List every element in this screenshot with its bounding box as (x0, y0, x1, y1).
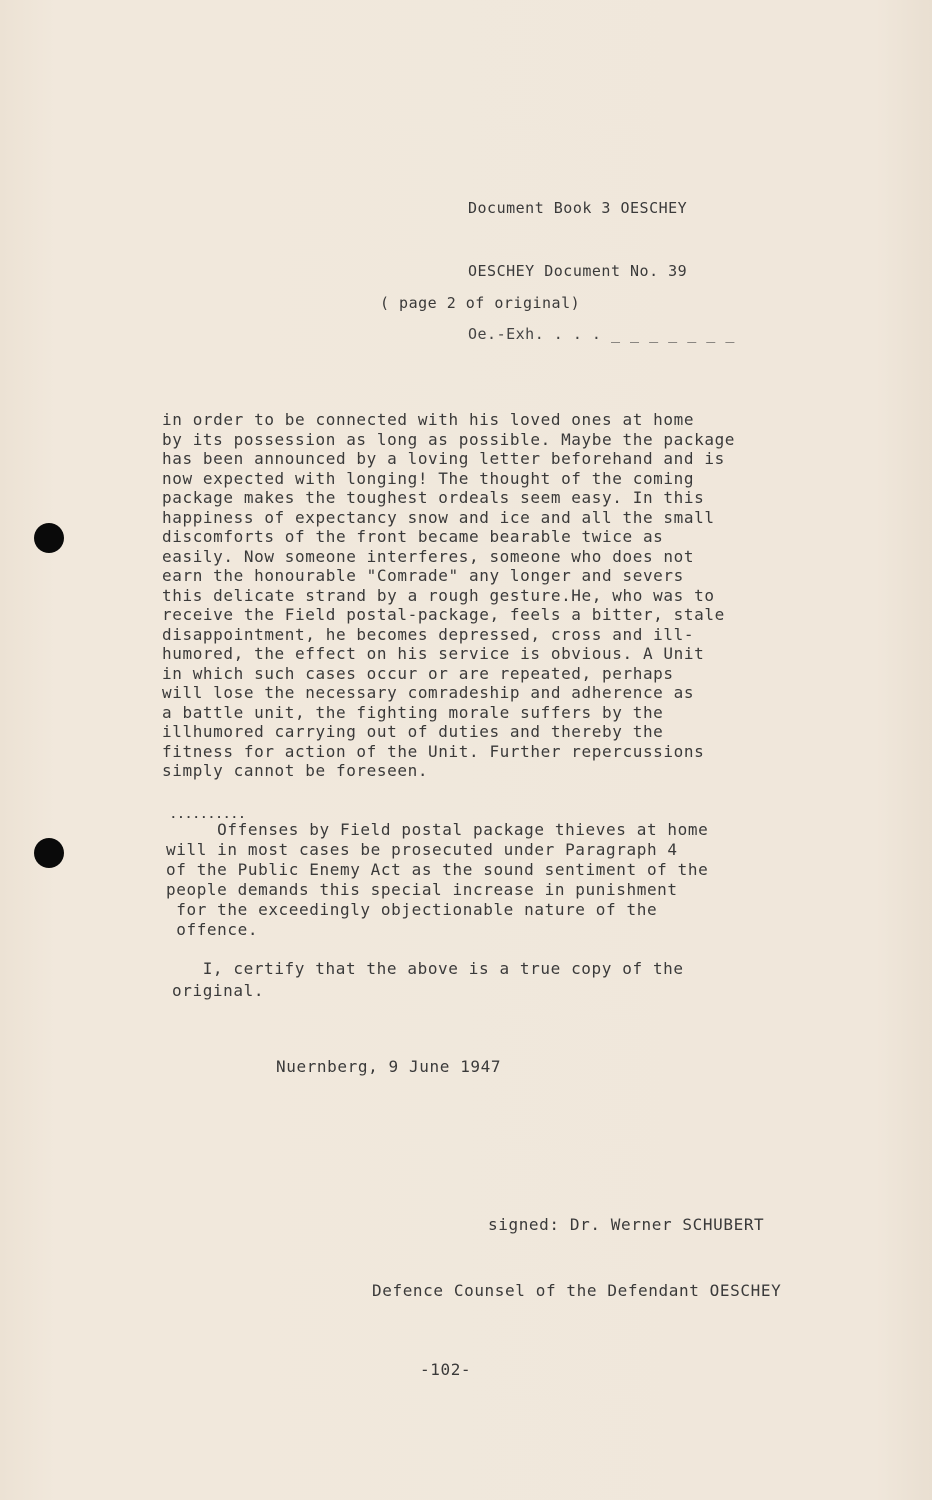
place-and-date: Nuernberg, 9 June 1947 (276, 1057, 502, 1076)
text-line: offence. (166, 920, 259, 939)
text-line: now expected with longing! The thought of the coming (162, 468, 695, 488)
punch-hole (34, 523, 64, 553)
signer-title: Defence Counsel of the Defendant OESCHEY (372, 1281, 782, 1300)
separator-dots: .......... (170, 808, 247, 821)
text-line: in which such cases occur or are repeated, perhaps (162, 663, 674, 683)
page-number: -102- (420, 1360, 472, 1379)
text-line: of the Public Enemy Act as the sound sentiment of the (166, 860, 709, 879)
text-line: earn the honourable "Comrade" any longer and severs (162, 566, 684, 585)
text-line: has been announced by a loving letter beforehand and is (162, 449, 725, 468)
text-line: this delicate strand by a rough gesture.He, who was to (162, 585, 715, 605)
offenses-paragraph (166, 820, 846, 940)
text-line: will lose the necessary comradeship and adherence as (162, 683, 695, 702)
text-line: receive the Field postal-package, feels a bitter, stale (162, 605, 725, 624)
header-book-line: Document Book 3 OESCHEY (468, 199, 688, 217)
text-line: discomforts of the front became bearable twice as (162, 527, 664, 546)
text-line: a battle unit, the fighting morale suffers by the (162, 702, 664, 722)
text-line: by its possession as long as possible. Maybe the package (162, 429, 736, 449)
text-line: will in most cases be prosecuted under Paragraph 4 (166, 840, 678, 859)
text-line: people demands this special increase in punishment (166, 880, 678, 899)
document-header (468, 156, 735, 387)
main-paragraph (162, 410, 842, 781)
signed-by: signed: Dr. Werner SCHUBERT (488, 1215, 765, 1234)
text-line: for the exceedingly objectionable nature of the (166, 900, 658, 919)
text-line: I, certify that the above is a true copy of the (172, 959, 684, 978)
text-line: disappointment, he becomes depressed, cross and ill- (162, 624, 695, 644)
text-line: simply cannot be foreseen. (162, 761, 429, 780)
text-line: happiness of expectancy snow and ice and all the small (162, 507, 715, 527)
certification-paragraph (172, 958, 852, 1002)
text-line: Offenses by Field postal package thieves at home (166, 820, 709, 839)
text-line: original. (172, 981, 265, 1000)
header-exhibit-line: Oe.-Exh. . . . _ _ _ _ _ _ _ (468, 325, 735, 343)
header-document-number: OESCHEY Document No. 39 (468, 262, 688, 280)
text-line: fitness for action of the Unit. Further repercussions (162, 741, 705, 761)
text-line: package makes the toughest ordeals seem easy. In this (162, 488, 705, 507)
text-line: in order to be connected with his loved ones at home (162, 410, 695, 429)
page-of-original-note: ( page 2 of original) (380, 294, 581, 312)
text-line: illhumored carrying out of duties and thereby the (162, 722, 664, 741)
punch-hole (34, 838, 64, 868)
text-line: easily. Now someone interferes, someone who does not (162, 546, 695, 566)
text-line: humored, the effect on his service is obvious. A Unit (162, 644, 705, 663)
signature-block (372, 1170, 781, 1346)
